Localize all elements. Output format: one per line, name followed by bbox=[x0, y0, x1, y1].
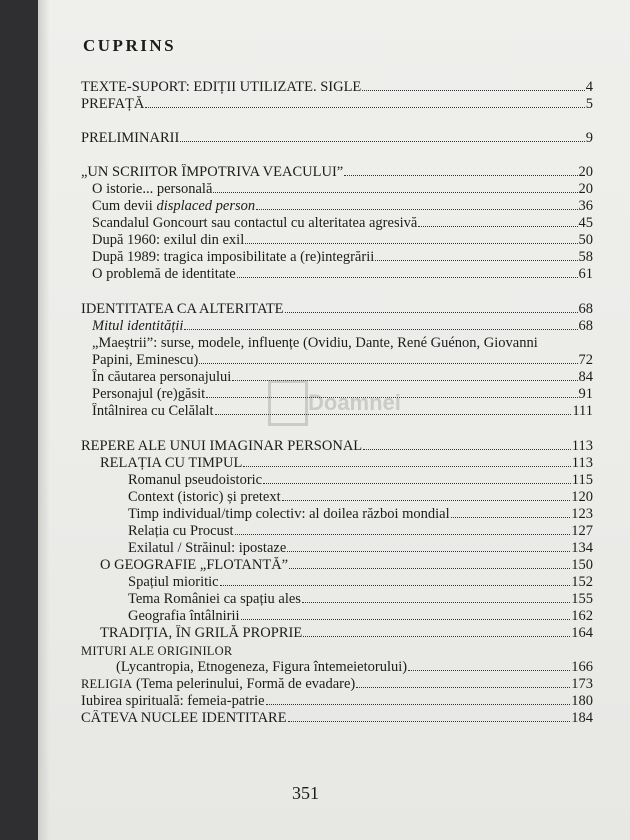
toc-entry bbox=[81, 130, 593, 147]
toc-entry-title-line1: „Maeștrii”: surse, modele, influențe (Ovidiu, Dante, René Guénon, Giovanni bbox=[92, 335, 538, 351]
toc-subsubentry bbox=[128, 472, 593, 489]
leader-dots bbox=[256, 198, 577, 210]
toc-subsubentry bbox=[128, 608, 593, 625]
leader-dots bbox=[356, 676, 570, 688]
toc-entry-page: 84 bbox=[578, 369, 593, 385]
toc-entry-title: Spațiul mioritic bbox=[128, 574, 219, 590]
toc-entry-page: 72 bbox=[578, 352, 593, 368]
toc-entry-page: 152 bbox=[571, 574, 593, 590]
toc-entry-title: REPERE ALE UNUI IMAGINAR PERSONAL bbox=[81, 438, 363, 454]
toc-entry-page: 180 bbox=[571, 693, 593, 709]
toc-entry-title: TRADIȚIA, ÎN GRILĂ PROPRIE bbox=[100, 625, 303, 641]
toc-entry bbox=[81, 301, 593, 318]
toc-entry-page: 166 bbox=[571, 659, 593, 675]
toc-subentry bbox=[92, 198, 593, 215]
toc-entry-page: 113 bbox=[571, 438, 593, 454]
toc-entry bbox=[81, 710, 593, 727]
leader-dots bbox=[237, 266, 578, 278]
page-number: 351 bbox=[292, 783, 319, 803]
page-title: CUPRINS bbox=[83, 36, 177, 55]
toc-entry-page: 111 bbox=[572, 403, 593, 419]
leader-dots bbox=[243, 455, 570, 467]
leader-dots bbox=[213, 181, 577, 193]
toc-entry-page: 150 bbox=[571, 557, 593, 573]
toc-entry bbox=[81, 79, 593, 96]
toc-entry-title: Exilatul / Străinul: ipostaze bbox=[128, 540, 287, 556]
toc-entry bbox=[81, 96, 593, 113]
toc-subsubentry bbox=[128, 540, 593, 557]
toc-entry-title: Tema României ca spațiu ales bbox=[128, 591, 301, 607]
toc-entry-page: 45 bbox=[578, 215, 593, 231]
toc-entry-title-italic: displaced person bbox=[156, 198, 256, 214]
leader-dots bbox=[263, 472, 571, 484]
toc-entry-title: O problemă de identitate bbox=[92, 266, 236, 282]
toc-entry-page: 91 bbox=[578, 386, 593, 402]
leader-dots bbox=[220, 574, 571, 586]
toc-entry-title: PRELIMINARII bbox=[81, 130, 180, 146]
toc-entry-page: 162 bbox=[571, 608, 593, 624]
leader-dots bbox=[375, 249, 577, 261]
toc-subentry bbox=[92, 215, 593, 232]
leader-dots bbox=[287, 540, 570, 552]
toc-entry-title: PREFAȚĂ bbox=[81, 96, 145, 112]
toc-entry-title: O istorie... personală bbox=[92, 181, 213, 197]
leader-dots bbox=[241, 608, 571, 620]
toc-subentry bbox=[100, 625, 593, 642]
leader-dots bbox=[289, 557, 570, 569]
toc-entry-page: 113 bbox=[571, 455, 593, 471]
leader-dots bbox=[235, 523, 571, 535]
toc-subsubentry bbox=[128, 523, 593, 540]
toc-entry-title: Romanul pseudoistoric bbox=[128, 472, 263, 488]
watermark-logo-icon bbox=[268, 380, 308, 426]
toc-subentry bbox=[116, 659, 593, 676]
toc-entry-title: (Lycantropia, Etnogeneza, Figura întemeietorului) bbox=[116, 659, 408, 675]
toc-subsubentry bbox=[128, 506, 593, 523]
toc-entry-title: CÂTEVA NUCLEE IDENTITARE bbox=[81, 710, 287, 726]
toc-entry-title-line2: Papini, Eminescu) bbox=[92, 352, 199, 368]
toc-entry-page: 36 bbox=[578, 198, 593, 214]
toc-entry-title-part: (Tema pelerinului, Formă de evadare) bbox=[132, 676, 356, 692]
toc-entry-title: IDENTITATEA CA ALTERITATE bbox=[81, 301, 284, 317]
leader-dots bbox=[363, 438, 571, 450]
toc-entry-page: 68 bbox=[578, 301, 593, 317]
toc-entry-page: 173 bbox=[571, 676, 593, 692]
toc-subsubentry bbox=[128, 574, 593, 591]
toc-entry bbox=[81, 676, 593, 693]
leader-dots bbox=[418, 215, 577, 227]
toc-entry-page: 120 bbox=[571, 489, 593, 505]
toc-entry-title bbox=[81, 676, 355, 693]
leader-dots bbox=[303, 625, 570, 637]
toc-entry-title: TEXTE-SUPORT: EDIȚII UTILIZATE. SIGLE bbox=[81, 79, 362, 95]
toc-entry-page: 9 bbox=[585, 130, 593, 146]
leader-dots bbox=[145, 96, 584, 108]
leader-dots bbox=[362, 79, 584, 91]
toc-entry-page: 20 bbox=[578, 164, 593, 180]
toc-entry-page: 58 bbox=[578, 249, 593, 265]
toc-subentry bbox=[92, 249, 593, 266]
toc-entry-title: O GEOGRAFIE „FLOTANTĂ” bbox=[100, 557, 289, 573]
book-page bbox=[38, 0, 630, 840]
toc-entry-page: 123 bbox=[571, 506, 593, 522]
toc-entry bbox=[81, 693, 593, 710]
toc-subsubentry bbox=[128, 489, 593, 506]
toc-entry-title: Context (istoric) și pretext bbox=[128, 489, 281, 505]
watermark-text: Doamnei bbox=[308, 390, 401, 415]
toc-entry-page: 115 bbox=[571, 472, 593, 488]
toc-entry-page: 134 bbox=[571, 540, 593, 556]
leader-dots bbox=[344, 164, 577, 176]
leader-dots bbox=[266, 693, 571, 705]
leader-dots bbox=[302, 591, 570, 603]
toc-entry-page: 127 bbox=[571, 523, 593, 539]
toc-entry-title: După 1960: exilul din exil bbox=[92, 232, 245, 248]
toc-subsubentry bbox=[128, 591, 593, 608]
toc-subentry bbox=[92, 318, 593, 335]
toc-entry-page: 61 bbox=[578, 266, 593, 282]
page-gutter-shadow bbox=[38, 0, 50, 840]
toc-entry-title: Geografia întâlnirii bbox=[128, 608, 240, 624]
toc-entry-title: Personajul (re)găsit bbox=[92, 386, 206, 402]
toc-subentry bbox=[92, 266, 593, 283]
toc-entry bbox=[81, 438, 593, 455]
leader-dots bbox=[408, 659, 570, 671]
toc-entry-page: 4 bbox=[585, 79, 593, 95]
toc-entry-title: Mitul identității bbox=[92, 318, 184, 334]
toc-subentry bbox=[92, 352, 593, 369]
toc-entry-title-part: Cum devii bbox=[92, 198, 157, 214]
toc-entry-page: 5 bbox=[585, 96, 593, 112]
toc-entry-title-smallcaps: RELIGIA bbox=[81, 677, 133, 691]
leader-dots bbox=[451, 506, 571, 518]
leader-dots bbox=[184, 318, 577, 330]
leader-dots bbox=[180, 130, 584, 142]
toc-entry-title: MITURI ALE ORIGINILOR bbox=[81, 644, 233, 658]
toc-entry-page: 164 bbox=[571, 625, 593, 641]
toc-entry-page: 20 bbox=[578, 181, 593, 197]
toc-entry-page: 184 bbox=[571, 710, 593, 726]
toc-entry bbox=[81, 164, 593, 181]
toc-entry-title: Iubirea spirituală: femeia-patrie bbox=[81, 693, 265, 709]
toc-entry-title: În căutarea personajului bbox=[92, 369, 232, 385]
leader-dots bbox=[288, 710, 571, 722]
toc-entry-page: 68 bbox=[578, 318, 593, 334]
toc-subentry bbox=[100, 557, 593, 574]
toc-entry-page: 155 bbox=[571, 591, 593, 607]
leader-dots bbox=[245, 232, 577, 244]
toc-entry-title bbox=[92, 198, 255, 215]
toc-subentry bbox=[92, 232, 593, 249]
toc-entry-title: După 1989: tragica imposibilitate a (re)integrării bbox=[92, 249, 375, 265]
toc-entry-title: „UN SCRIITOR ÎMPOTRIVA VEACULUI” bbox=[81, 164, 344, 180]
toc-entry-page: 50 bbox=[578, 232, 593, 248]
toc-entry-title: RELAȚIA CU TIMPUL bbox=[100, 455, 243, 471]
toc-subentry bbox=[100, 455, 593, 472]
leader-dots bbox=[285, 301, 578, 313]
toc-subentry bbox=[92, 181, 593, 198]
toc-entry-title: Timp individual/timp colectiv: al doilea război mondial bbox=[128, 506, 450, 522]
leader-dots bbox=[282, 489, 571, 501]
toc-entry-title: Relația cu Procust bbox=[128, 523, 234, 539]
toc-entry-title: Scandalul Goncourt sau contactul cu alteritatea agresivă bbox=[92, 215, 418, 231]
leader-dots bbox=[199, 352, 577, 364]
toc-entry-title: Întâlnirea cu Celălalt bbox=[92, 403, 214, 419]
watermark bbox=[268, 376, 408, 432]
